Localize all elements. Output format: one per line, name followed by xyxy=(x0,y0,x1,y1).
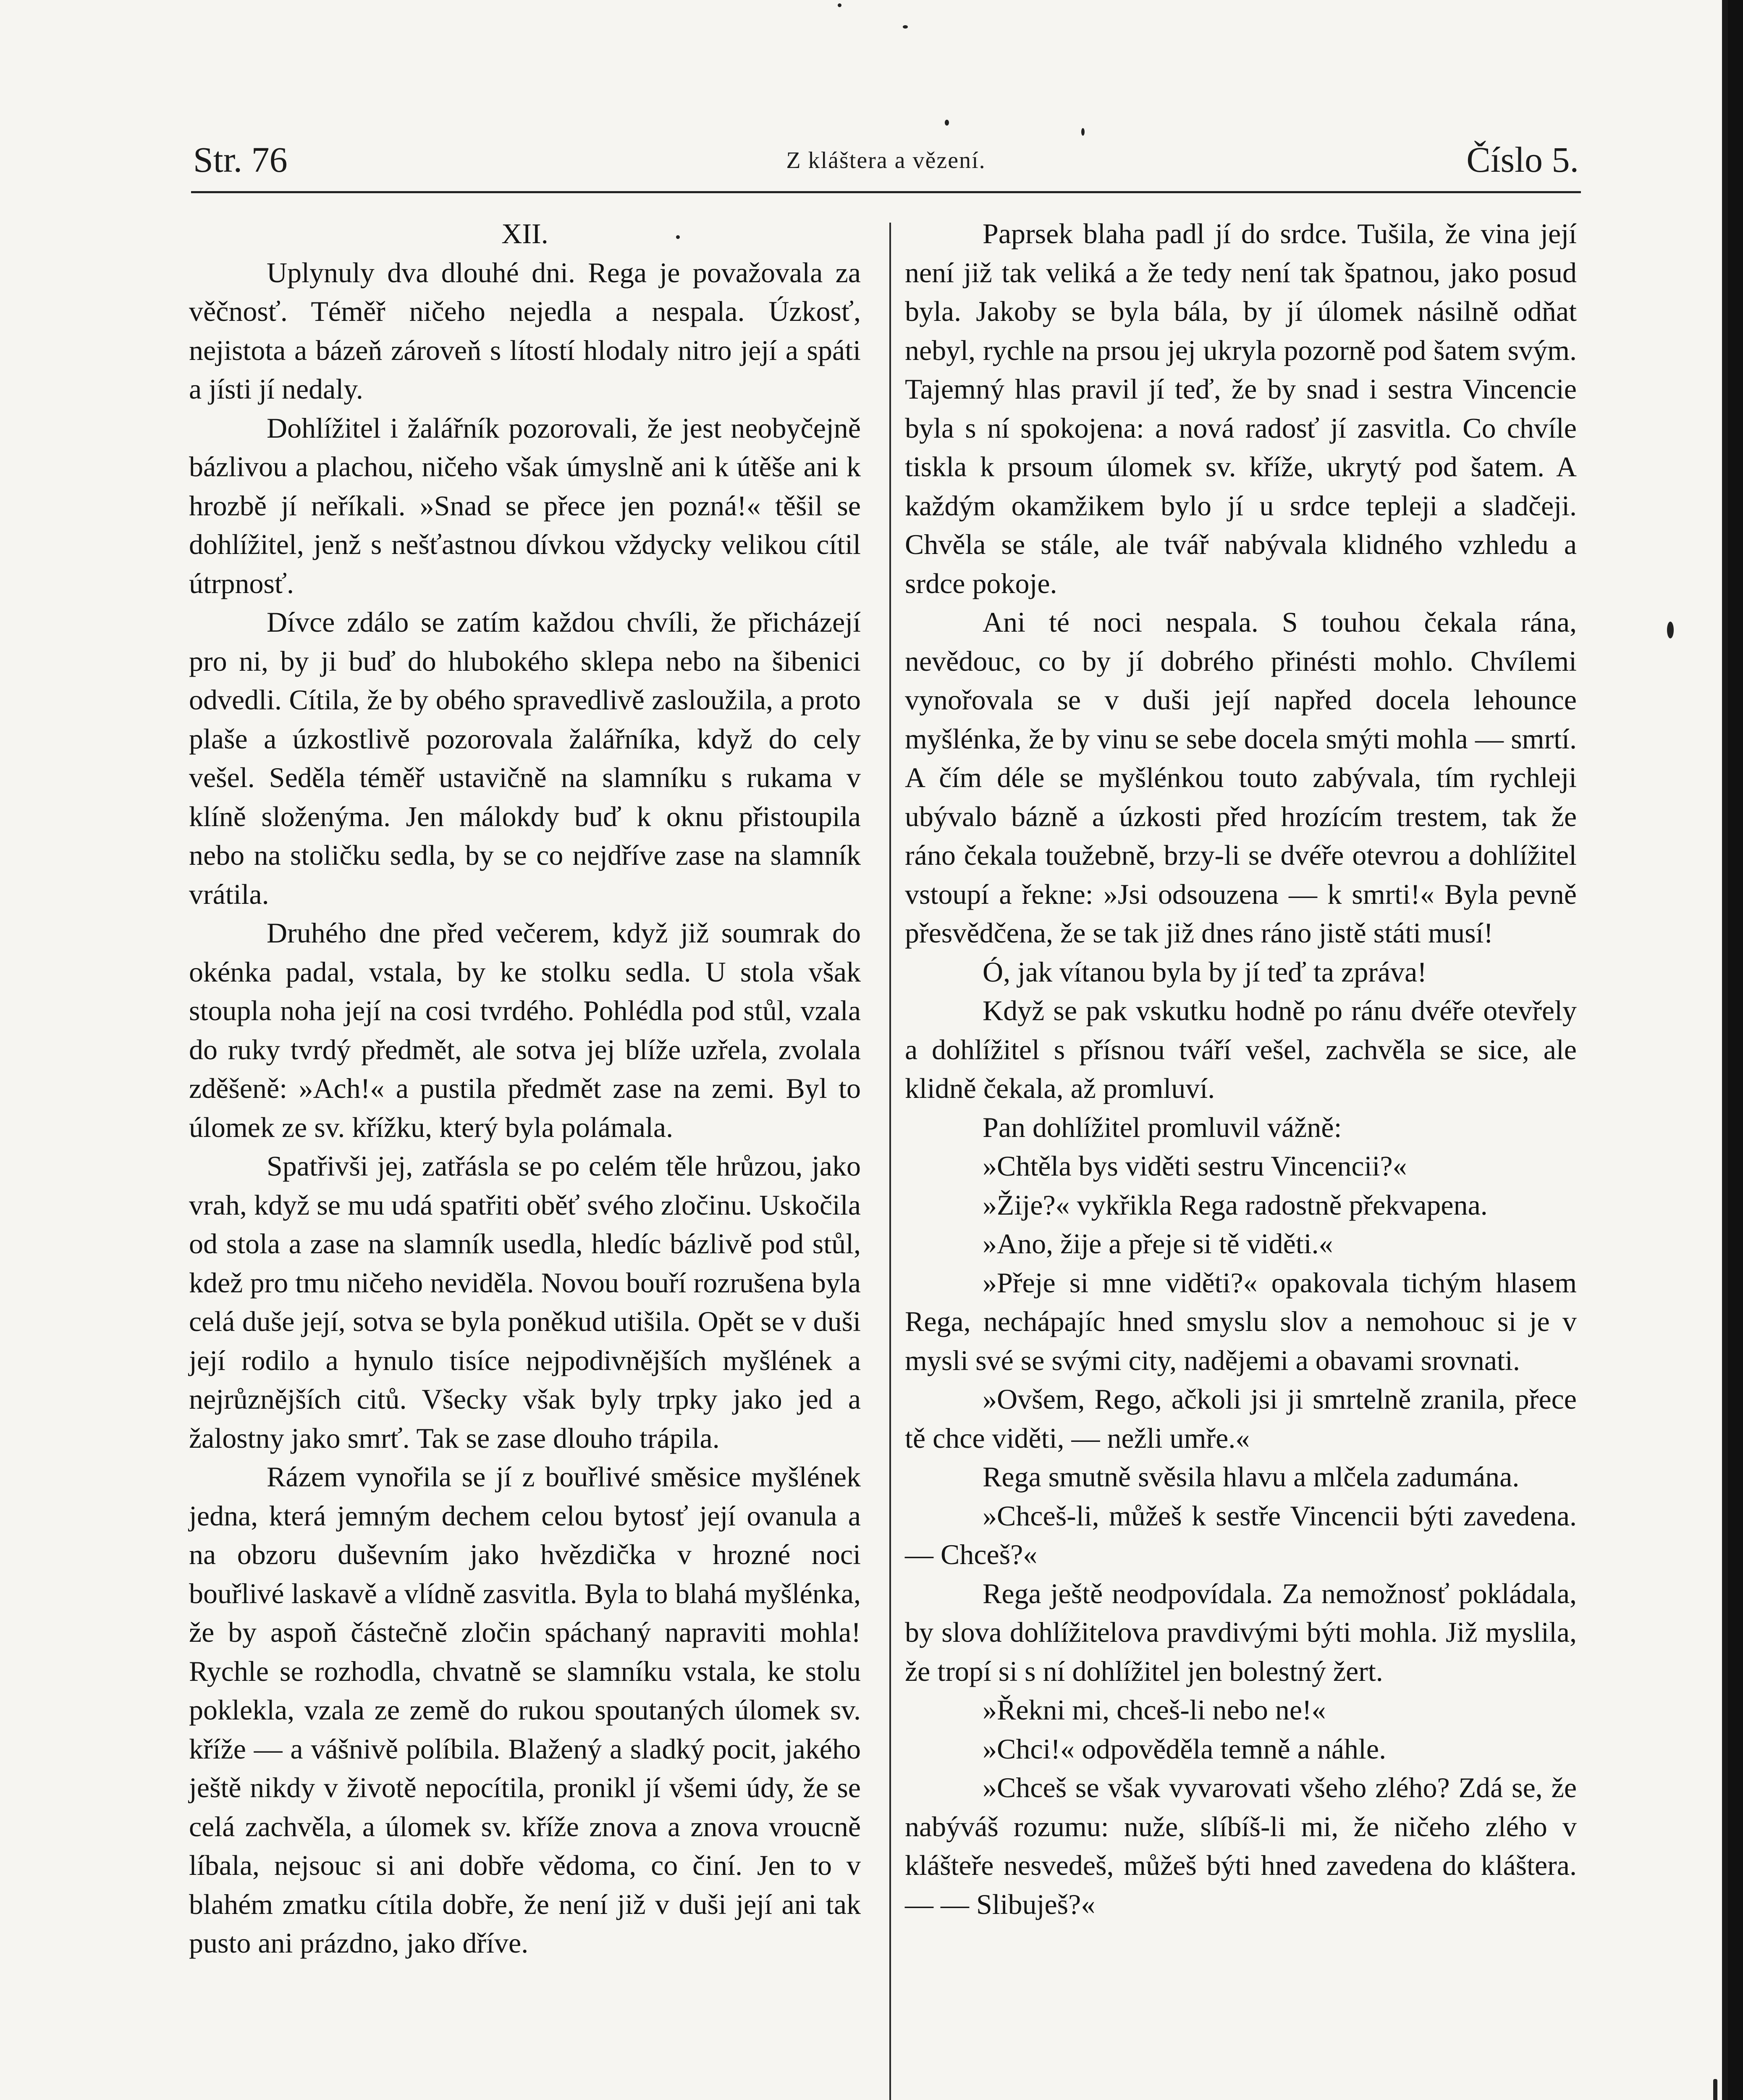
page-header xyxy=(193,139,1579,189)
ink-speck xyxy=(945,120,949,126)
paragraph: Ani té noci nespala. S touhou čekala rána, nevědouc, co by jí dobrého přinésti mohlo. Chvílemi vynořovala se v duši její napřed docela lehounce myšlénka, že by vinu se sebe docela smýti mohla — smrtí. A čím déle se myšlénkou touto zabývala, tím rychleji ubývalo bázně a úzkosti před hrozícím trestem, tak že ráno čekala toužebně, brzy-li se dvéře otevrou a dohlížitel vstoupí a řekne: »Jsi odsouzena — k smrti!« Byla pevně přesvědčena, že se tak již dnes ráno jistě státi musí! xyxy=(905,606,1577,949)
paragraph: »Chtěla bys viděti sestru Vincencii?« xyxy=(983,1150,1407,1182)
paragraph: »Žije?« vykřikla Rega radostně překvapena. xyxy=(983,1189,1488,1221)
paragraph: Ó, jak vítanou byla by jí teď ta zpráva! xyxy=(983,956,1427,988)
ink-speck xyxy=(838,3,841,7)
paragraph: Pan dohlížitel promluvil vážně: xyxy=(983,1111,1342,1143)
paragraph: Druhého dne před večerem, když již soumrak do okénka padal, vstala, by ke stolku sedla. U stola však stoupla noha její na cosi tvrdého. Pohlédla pod stůl, vzala do ruky tvrdý předmět, ale sotva jej blíže uzřela, zvolala zděšeně: »Ach!« a pustila předmět zase na zemi. Byl to úlomek ze sv. křížku, který byla polámala. xyxy=(189,917,861,1143)
paragraph: »Chceš-li, můžeš k sestře Vincencii býti zavedena. — Chceš?« xyxy=(905,1499,1577,1570)
paragraph: Paprsek blaha padl jí do srdce. Tušila, že vina její není již tak veliká a že tedy není tak špatnou, jako posud byla. Jakoby se byla bála, by jí úlomek násilně odňat nebyl, rychle na prsou jej ukryla pozorně pod šatem svým. Tajemný hlas pravil jí teď, že by snad i sestra Vincencie byla s ní spokojena: a nová radosť jí zasvitla. Co chvíle tiskla k prsoum úlomek sv. kříže, ukrytý pod šatem. A každým okamžikem bylo jí u srdce tepleji a sladčeji. Chvěla se stále, ale tvář nabývala klidného vzhledu a srdce pokoje. xyxy=(905,218,1577,599)
column-divider xyxy=(889,223,891,2100)
paragraph: Spatřivši jej, zatřásla se po celém těle hrůzou, jako vrah, když se mu udá spatřiti oběť svého zločinu. Uskočila od stola a zase na slamník usedla, hledíc bázlivě pod stůl, kdež pro tmu ničeho neviděla. Novou bouří rozrušena byla celá duše její, sotva se byla poněkud utišila. Opět se v duši její rodilo a hynulo tisíce nejpodivnějších myšlének a nejrůznějších citů. Všecky však byly trpky jako jed a žalostny jako smrť. Tak se zase dlouho trápila. xyxy=(189,1150,861,1454)
right-column xyxy=(905,214,1577,1924)
left-column xyxy=(189,214,861,1963)
page-number: Str. 76 xyxy=(193,139,288,180)
paragraph: »Ano, žije a přeje si tě viděti.« xyxy=(983,1228,1333,1260)
ink-speck xyxy=(1081,128,1085,136)
paragraph: Rega smutně svěsila hlavu a mlčela zadumána. xyxy=(983,1461,1520,1493)
ink-speck xyxy=(1669,630,1673,634)
paragraph: Rega ještě neodpovídala. Za nemožnosť pokládala, by slova dohlížitelova pravdivými býti mohla. Již myslila, že tropí si s ní dohlížitel jen bolestný žert. xyxy=(905,1577,1577,1687)
paragraph: »Chci!« odpověděla temně a náhle. xyxy=(983,1732,1387,1765)
paragraph: »Přeje si mne viděti?« opakovala tichým hlasem Rega, nechápajíc hned smyslu slov a nemohouc si je v mysli své se svými city, nadějemi a obavami srovnati. xyxy=(905,1266,1577,1376)
paragraph: »Řekni mi, chceš-li nebo ne!« xyxy=(983,1694,1326,1726)
header-rule xyxy=(191,191,1581,193)
ink-speck xyxy=(1713,2079,1717,2100)
paragraph: Uplynuly dva dlouhé dni. Rega je považovala za věčnosť. Téměř ničeho nejedla a nespala. Úzkosť, nejistota a bázeň zároveň s lítostí hlodaly nitro její a spáti a jísti jí nedaly. xyxy=(189,256,861,405)
paragraph: Dohlížitel i žalářník pozorovali, že jest neobyčejně bázlivou a plachou, ničeho však úmyslně ani k útěše ani k hrozbě jí neříkali. »Snad se přece jen pozná!« těšil se dohlížitel, jenž s nešťastnou dívkou vždycky velikou cítil útrpnosť. xyxy=(189,412,861,599)
ink-speck xyxy=(903,25,908,29)
paragraph: Rázem vynořila se jí z bouřlivé směsice myšlének jedna, která jemným dechem celou bytosť její ovanula a na obzoru duševním jako hvězdička v hrozné noci bouřlivé laskavě a vlídně zasvitla. Byla to blahá myšlénka, že by aspoň částečně zločin spáchaný napraviti mohla! Rychle se rozhodla, chvatně se slamníku vstala, ke stolu poklekla, vzala ze země do rukou spoutaných úlomek sv. kříže — a vášnivě políbila. Blažený a sladký pocit, jakého ještě nikdy v životě nepocítila, pronikl jí všemi údy, že se celá zachvěla, a úlomek sv. kříže znova a znova vroucně líbala, nejsouc si ani dobře vědoma, co činí. Jen to v blahém zmatku cítila dobře, že není již v duši její ani tak pusto ani prázdno, jako dříve. xyxy=(189,1461,861,1959)
ink-speck xyxy=(676,235,680,239)
running-title: Z kláštera a vězení. xyxy=(786,147,986,173)
issue-number: Číslo 5. xyxy=(1466,139,1579,180)
chapter-heading: XII. xyxy=(501,218,548,249)
paragraph: »Chceš se však vyvarovati všeho zlého? Zdá se, že nabýváš rozumu: nuže, slíbíš-li mi, že ničeho zlého v klášteře nesvedeš, můžeš býti hned zavedena do kláštera. — — Slibuješ?« xyxy=(905,1772,1577,1920)
paragraph: Když se pak vskutku hodně po ránu dvéře otevřely a dohlížitel s přísnou tváří vešel, zachvěla se sice, ale klidně čekala, až promluví. xyxy=(905,995,1577,1104)
paragraph: Dívce zdálo se zatím každou chvíli, že přicházejí pro ni, by ji buď do hlubokého sklepa nebo na šibenici odvedli. Cítila, že by obého spravedlivě zasloužila, a proto plaše a úzkostlivě pozorovala žalářníka, když do cely vešel. Seděla téměř ustavičně na slamníku s rukama v klíně složenýma. Jen málokdy buď k oknu přistoupila nebo na stoličku sedla, by se co nejdříve zase na slamník vrátila. xyxy=(189,606,861,910)
paragraph: »Ovšem, Rego, ačkoli jsi ji smrtelně zranila, přece tě chce viděti, — nežli umře.« xyxy=(905,1383,1577,1454)
